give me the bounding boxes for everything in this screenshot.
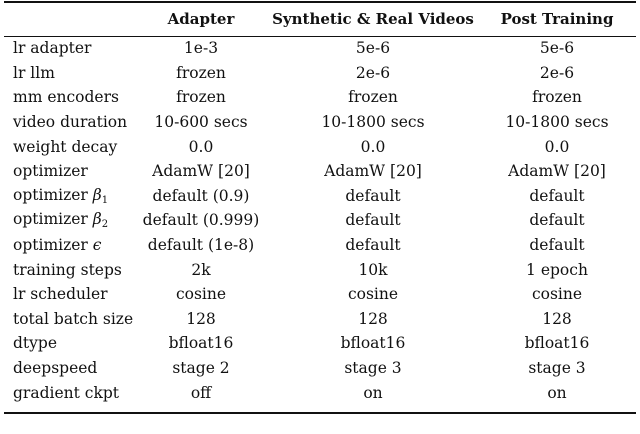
row-label: total batch size [13,309,134,328]
cell-adapter: off [190,383,212,402]
column-header-synthetic-real-videos: Synthetic & Real Videos [272,10,474,28]
column-header-adapter: Adapter [167,10,235,28]
cell-synthetic-real-videos: AdamW [20] [324,162,422,181]
cell-post-training: 10-1800 secs [505,113,609,132]
cell-post-training: default [529,186,585,205]
cell-adapter: default (0.999) [142,211,260,230]
cell-adapter: frozen [176,88,226,107]
cell-synthetic-real-videos: 5e-6 [355,39,391,58]
table-body [4,36,636,405]
cell-adapter: cosine [175,285,227,304]
table-row [4,134,636,159]
table-row [4,307,636,332]
row-label-symbol: β [92,185,102,204]
cell-synthetic-real-videos: stage 3 [344,359,402,378]
cell-synthetic-real-videos: 10k [358,260,388,279]
cell-adapter: default (0.9) [152,186,250,205]
cell-adapter: frozen [176,63,226,82]
row-label-text: optimizer [13,210,88,229]
cell-adapter: 1e-3 [183,39,219,58]
table-row [4,257,636,282]
table-top-rule [4,1,636,3]
row-label [4,208,134,233]
row-label: dtype [13,334,58,353]
table-caption [4,420,636,434]
table-row [4,356,636,381]
table-row [4,85,636,110]
cell-synthetic-real-videos: frozen [348,88,398,107]
cell-adapter: bfloat16 [168,334,234,353]
cell-post-training: 2e-6 [539,63,575,82]
cell-synthetic-real-videos: 2e-6 [355,63,391,82]
column-header-label [4,7,134,31]
table-row [4,282,636,307]
row-label: lr llm [13,63,55,82]
cell-post-training: default [529,211,585,230]
row-label [4,184,134,209]
row-label: deepspeed [13,359,98,378]
row-label: weight decay [13,137,118,156]
cell-post-training: 5e-6 [539,39,575,58]
table-row [4,159,636,184]
table-row [4,110,636,135]
cell-post-training: cosine [531,285,583,304]
cell-post-training: 128 [542,309,572,328]
cell-synthetic-real-videos: on [363,383,383,402]
cell-post-training: on [547,383,567,402]
row-label: gradient ckpt [13,383,119,402]
cell-synthetic-real-videos: default [345,236,401,255]
row-label-subscript: 1 [101,194,109,206]
cell-adapter: AdamW [20] [152,162,250,181]
row-label-symbol: β [92,210,102,229]
cell-post-training: 1 epoch [526,260,588,279]
cell-adapter: stage 2 [172,359,230,378]
cell-synthetic-real-videos: 10-1800 secs [321,113,425,132]
row-label: video duration [13,113,128,132]
table-row [4,61,636,86]
table-row [4,233,636,258]
cell-adapter: 0.0 [188,137,214,156]
cell-synthetic-real-videos: cosine [347,285,399,304]
cell-post-training: stage 3 [528,359,586,378]
row-label: mm encoders [13,88,119,107]
row-label: lr scheduler [13,285,108,304]
table-row [4,184,636,209]
cell-synthetic-real-videos: 128 [358,309,388,328]
cell-synthetic-real-videos: 0.0 [360,137,386,156]
column-header-post-training: Post Training [500,10,614,28]
row-label [4,233,134,258]
cell-synthetic-real-videos: default [345,186,401,205]
row-label: lr adapter [13,39,92,58]
cell-post-training: default [529,236,585,255]
hyperparameter-table [4,7,636,405]
row-label: optimizer [13,162,88,181]
row-label-text: optimizer [13,236,88,255]
table-row [4,36,636,61]
cell-post-training: 0.0 [544,137,570,156]
table-row [4,380,636,405]
row-label-symbol: ϵ [92,236,102,255]
cell-synthetic-real-videos: default [345,211,401,230]
cell-post-training: bfloat16 [524,334,590,353]
cell-post-training: AdamW [20] [508,162,606,181]
cell-adapter: 10-600 secs [154,113,248,132]
row-label-subscript: 2 [101,219,109,231]
cell-post-training: frozen [532,88,582,107]
cell-adapter: default (1e-8) [147,236,255,255]
table-row [4,208,636,233]
table-header-row [4,7,636,31]
row-label-text: optimizer [13,185,88,204]
cell-adapter: 2k [191,260,211,279]
row-label: training steps [13,260,122,279]
table-bottom-rule [4,412,636,414]
cell-synthetic-real-videos: bfloat16 [340,334,406,353]
cell-adapter: 128 [186,309,216,328]
table-row [4,331,636,356]
